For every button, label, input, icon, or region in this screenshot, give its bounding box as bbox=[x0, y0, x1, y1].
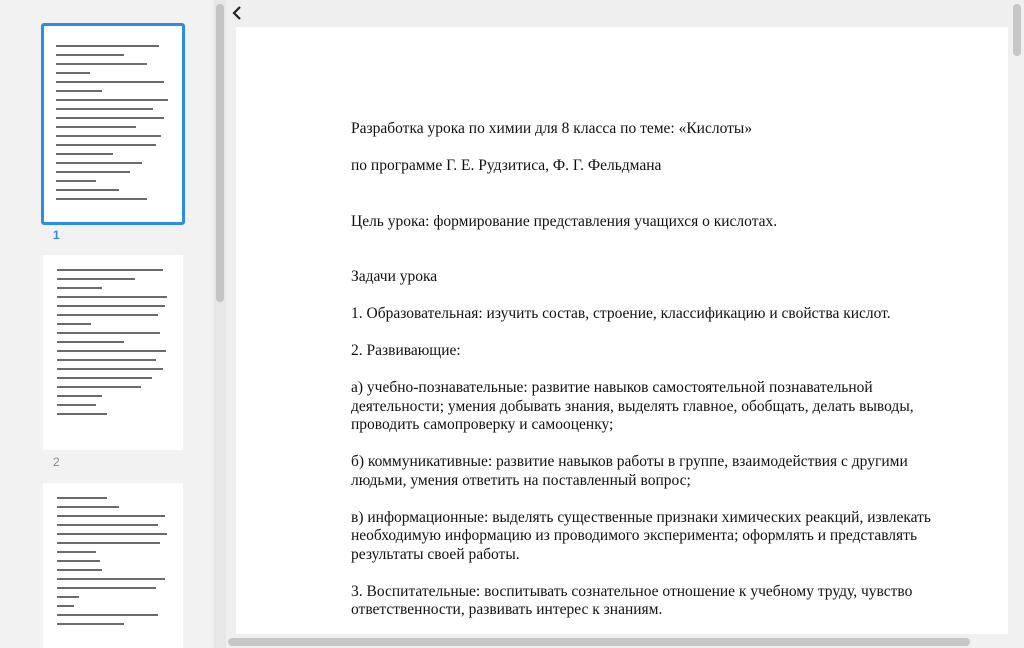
collapse-sidebar-button[interactable] bbox=[228, 3, 246, 23]
document-vertical-scrollbar[interactable] bbox=[1010, 0, 1024, 648]
doc-task-2c: в) информационные: выделять существенные признаки химических реакций, извлекать необходимую информацию из проводимого эксперимента; оформлять и представлять результаты своей работы. bbox=[351, 508, 931, 563]
document-page bbox=[236, 27, 1008, 648]
doc-tasks-heading: Задачи урока bbox=[351, 268, 438, 285]
page-number-2: 2 bbox=[53, 455, 60, 469]
doc-task-2a: а) учебно-познавательные: развитие навыков самостоятельной познавательной деятельности; умения добывать знания, выделять главное, обобщать, делать выводы, проводить самопроверку и самооценку; bbox=[351, 379, 914, 433]
document-content bbox=[351, 120, 961, 638]
document-horizontal-scrollbar-thumb[interactable] bbox=[228, 638, 970, 646]
page-number-1: 1 bbox=[53, 228, 60, 242]
thumbnail-sidebar bbox=[0, 0, 212, 648]
page-thumbnail-3[interactable] bbox=[43, 483, 183, 648]
sidebar-scrollbar-thumb[interactable] bbox=[216, 4, 224, 302]
page-thumbnail-2[interactable] bbox=[43, 255, 183, 450]
page-thumbnail-1[interactable] bbox=[41, 23, 185, 225]
doc-task-1: 1. Образовательная: изучить состав, строение, классификацию и свойства кислот. bbox=[351, 305, 891, 322]
doc-title: Разработка урока по химии для 8 класса по теме: «Кислоты» bbox=[351, 120, 753, 137]
doc-goal: Цель урока: формирование представления учащихся о кислотах. bbox=[351, 212, 778, 230]
doc-task-2: 2. Развивающие: bbox=[351, 342, 461, 359]
chevron-left-icon bbox=[232, 6, 242, 20]
document-vertical-scrollbar-thumb[interactable] bbox=[1013, 4, 1021, 56]
doc-program: по программе Г. Е. Рудзитиса, Ф. Г. Фельдмана bbox=[351, 157, 662, 174]
doc-task-2b: б) коммуникативные: развитие навыков работы в группе, взаимодействия с другими людьми, умения ответить на поставленный вопрос; bbox=[351, 453, 908, 489]
doc-task-3: 3. Воспитательные: воспитывать сознательное отношение к учебному труду, чувство ответственности, развивать интерес к знаниям. bbox=[351, 582, 913, 618]
